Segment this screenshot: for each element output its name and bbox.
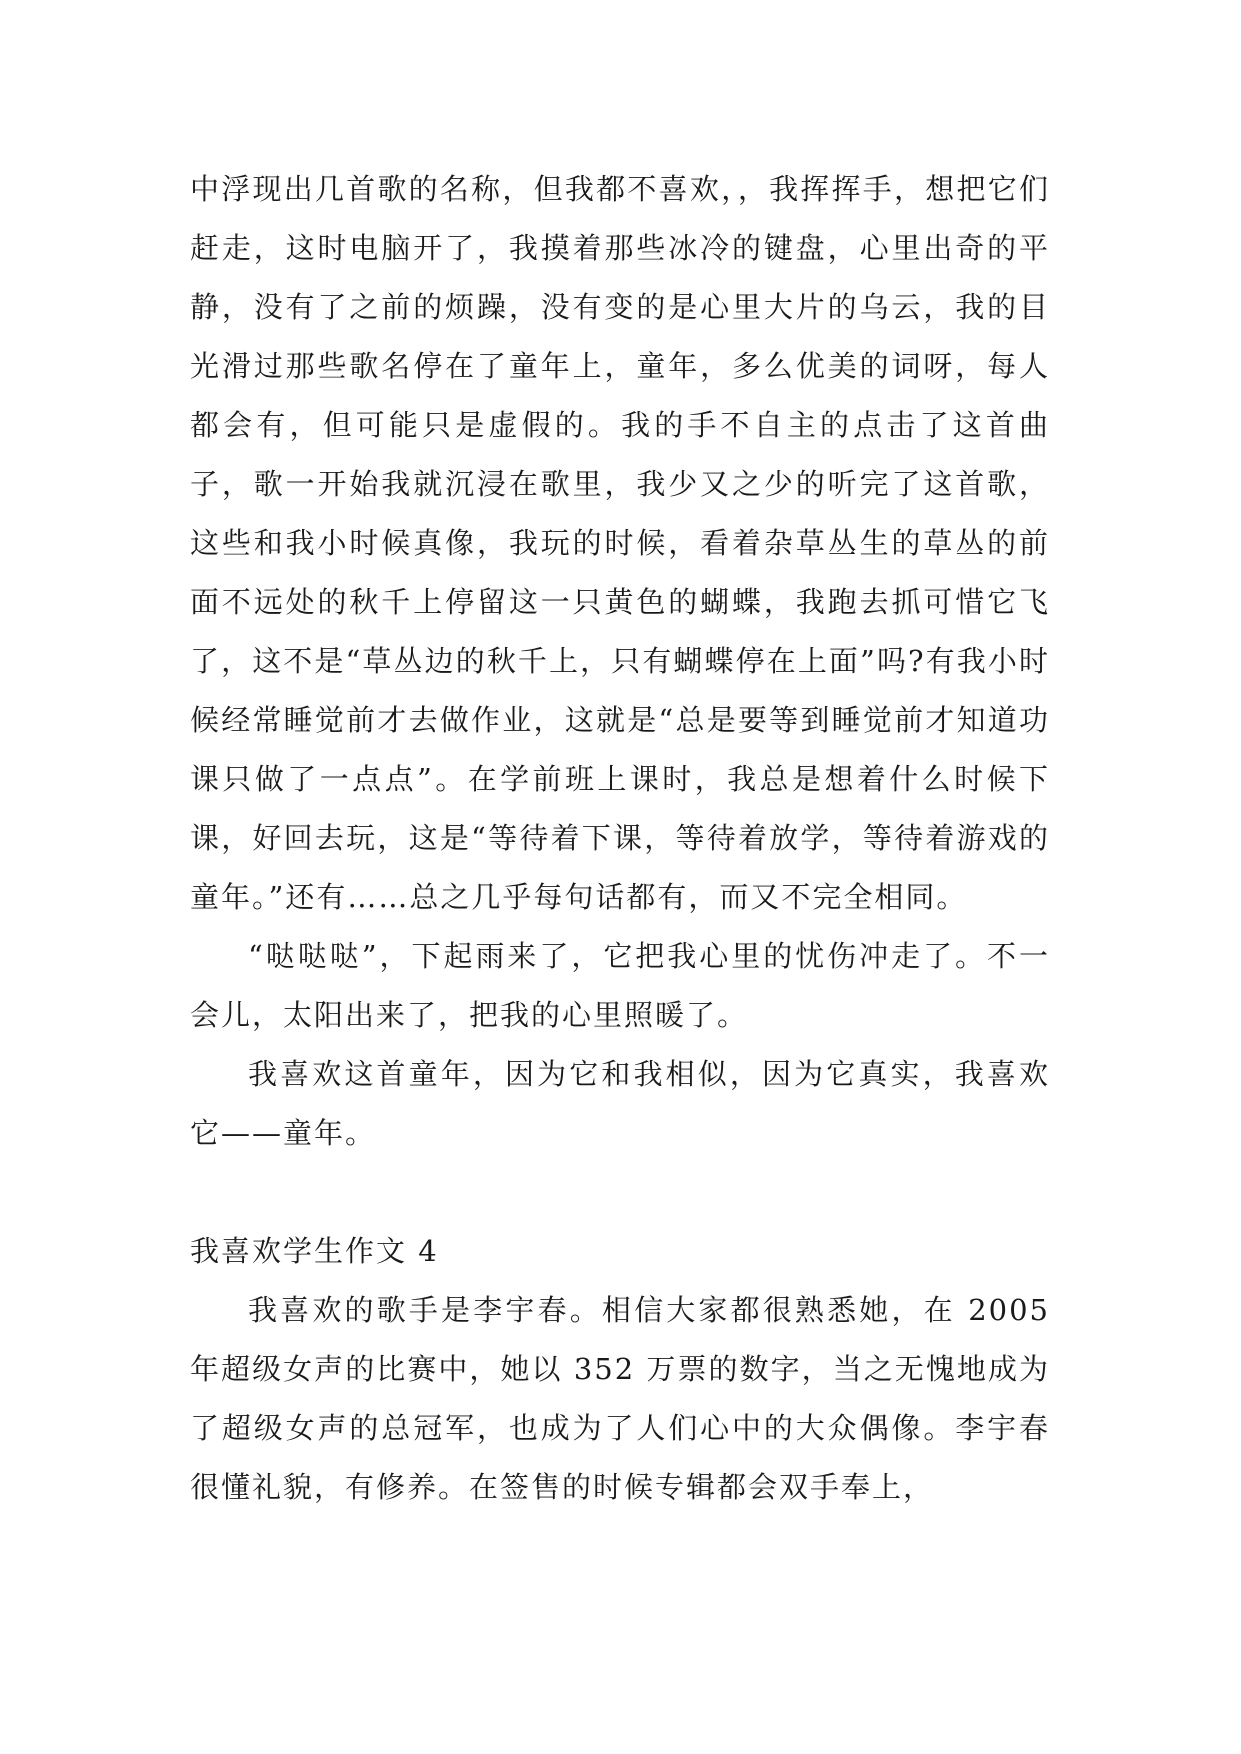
paragraph-conclusion: 我喜欢这首童年，因为它和我相似，因为它真实，我喜欢它——童年。 — [190, 1057, 1050, 1150]
paragraph-rain: “哒哒哒”，下起雨来了，它把我心里的忧伤冲走了。不一会儿，太阳出来了，把我的心里照暖了。 — [190, 939, 1050, 1032]
paragraph-continued: 中浮现出几首歌的名称，但我都不喜欢，，我挥挥手，想把它们赶走，这时电脑开了，我摸着那些冰冷的键盘，心里出奇的平静，没有了之前的烦躁，没有变的是心里大片的乌云，我的目光滑过那些歌名停在了童年上，童年，多么优美的词呀，每人都会有，但可能只是虚假的。我的手不自主的点击了这首曲子，歌一开始我就沉浸在歌里，我少又之少的听完了这首歌，这些和我小时候真像，我玩的时候，看着杂草丛生的草丛的前面不远处的秋千上停留这一只黄色的蝴蝶，我跑去抓可惜它飞了，这不是“草丛边的秋千上，只有蝴蝶停在上面”吗?有我小时候经常睡觉前才去做作业，这就是“总是要等到睡觉前才知道功课只做了一点点”。在学前班上课时，我总是想着什么时候下课，好回去玩，这是“等待着下课，等待着放学，等待着游戏的童年。”还有……总之几乎每句话都有，而又不完全相同。 — [190, 172, 1050, 914]
paragraph-singer: 我喜欢的歌手是李宇春。相信大家都很熟悉她，在 2005 年超级女声的比赛中，她以 352 万票的数字，当之无愧地成为了超级女声的总冠军，也成为了人们心中的大众偶像。李宇春很懂礼貌，有修养。在签售的时候专辑都会双手奉上， — [190, 1293, 1050, 1504]
section-title: 我喜欢学生作文 4 — [190, 1234, 439, 1268]
section-spacer — [190, 1163, 1050, 1222]
document-body — [190, 160, 1050, 1517]
